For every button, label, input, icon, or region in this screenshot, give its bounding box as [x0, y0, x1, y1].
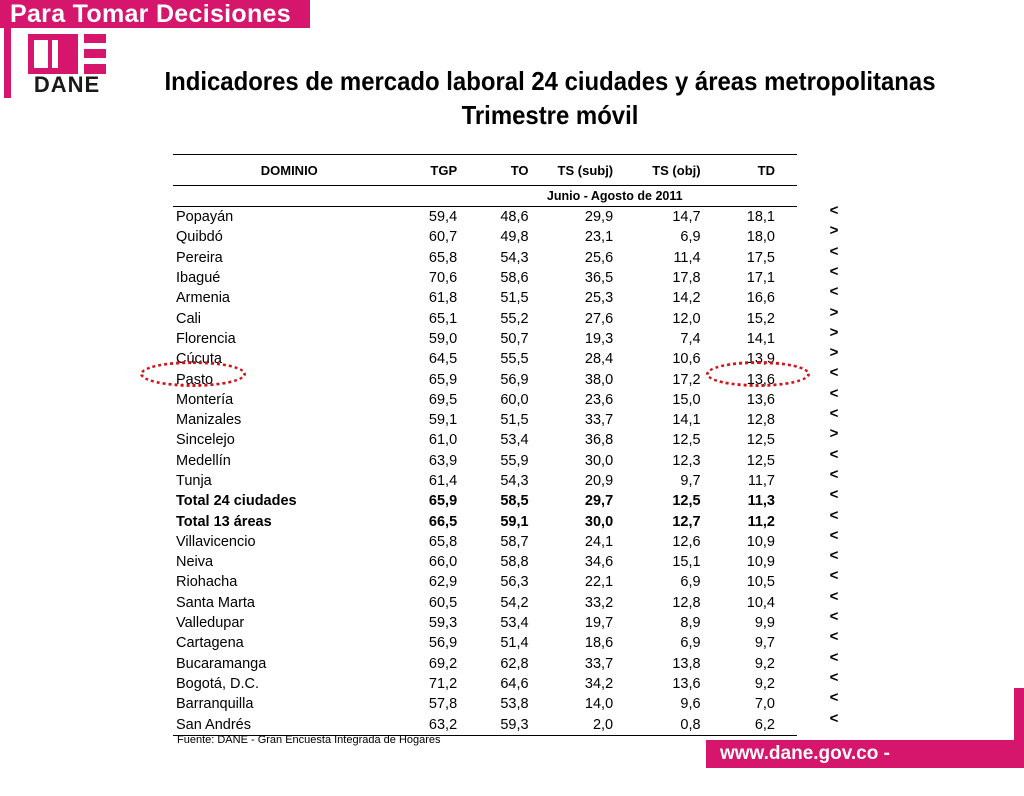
cell-td: 11,7 [747, 473, 775, 489]
cell-to: 54,2 [500, 594, 529, 611]
cell-ts-obj: 11,4 [673, 249, 701, 266]
table-row [173, 248, 797, 268]
table-row [173, 329, 797, 349]
cell-ts-subj: 29,7 [584, 493, 614, 510]
cell-ts-obj: 14,2 [672, 290, 701, 307]
cell-td: 17,1 [746, 270, 775, 287]
cell-tgp: 65,1 [428, 310, 458, 327]
cell-dominio: Barranquilla [176, 696, 254, 713]
comparison-sign: < [829, 384, 839, 402]
comparison-sign: < [829, 202, 839, 219]
cell-to: 51,5 [500, 290, 529, 307]
cell-to: 50,7 [500, 330, 529, 347]
cell-td: 10,4 [746, 594, 775, 611]
cell-td: 11,3 [747, 493, 775, 510]
table-row [173, 430, 797, 450]
table-row [173, 633, 797, 653]
cell-ts-obj: 12,3 [672, 452, 701, 469]
cell-to: 54,3 [500, 249, 529, 266]
cell-to: 55,9 [500, 452, 529, 469]
cell-dominio: Neiva [176, 554, 214, 571]
cell-td: 10,9 [746, 554, 775, 571]
cell-td: 14,1 [746, 330, 775, 347]
col-ts-subj: TS (subj) [529, 155, 614, 186]
comparison-sign: < [829, 648, 839, 666]
cell-td: 18,0 [746, 229, 775, 246]
logo-text: DANE [33, 72, 101, 97]
cell-dominio: Bucaramanga [176, 655, 267, 672]
cell-tgp: 66,0 [428, 554, 458, 571]
cell-ts-subj: 33,7 [584, 412, 614, 429]
cell-tgp: 63,2 [403, 714, 458, 735]
cell-ts-subj: 14,0 [584, 696, 614, 713]
cell-to: 55,2 [500, 310, 529, 327]
cell-ts-subj: 34,6 [584, 554, 614, 571]
col-dominio: DOMINIO [173, 155, 403, 186]
comparison-sign: < [829, 283, 839, 301]
cell-tgp: 60,7 [428, 229, 458, 246]
table-row [173, 674, 797, 694]
cell-ts-subj: 18,6 [584, 635, 614, 652]
comparison-sign: < [829, 689, 839, 707]
cell-td: 6,2 [701, 714, 797, 735]
cell-tgp: 69,5 [428, 391, 458, 408]
cell-dominio: Sincelejo [176, 432, 235, 449]
cell-dominio: Armenia [176, 290, 230, 307]
cell-tgp: 64,5 [428, 351, 458, 368]
comparison-sign: < [829, 405, 839, 422]
cell-tgp: 57,8 [428, 696, 458, 713]
cell-ts-subj: 27,6 [584, 310, 614, 327]
table-row [173, 593, 797, 613]
table-row [173, 410, 797, 430]
cell-to: 62,8 [500, 655, 529, 672]
title-line-1: Indicadores de mercado laboral 24 ciudades y áreas metropolitanas [164, 66, 936, 96]
cell-ts-subj: 33,7 [584, 655, 614, 672]
cell-dominio: Medellín [176, 452, 231, 469]
cell-ts-subj: 30,0 [584, 452, 614, 469]
cell-dominio: Valledupar [176, 615, 245, 632]
source-note: Fuente: DANE - Gran Encuesta Integrada de Hogares [177, 734, 441, 746]
cell-ts-obj: 10,6 [672, 351, 701, 368]
cell-td: 16,6 [746, 290, 775, 307]
cell-ts-obj: 14,7 [672, 209, 701, 226]
period-row [173, 186, 797, 207]
cell-ts-obj: 6,9 [680, 635, 701, 652]
cell-dominio: Santa Marta [176, 594, 255, 611]
cell-tgp: 59,1 [428, 412, 458, 429]
cell-tgp: 61,8 [428, 290, 458, 307]
comparison-sign: < [829, 262, 839, 280]
table-row [173, 552, 797, 572]
comparison-sign: < [829, 587, 839, 605]
cell-td: 17,5 [746, 249, 775, 266]
table-body [173, 207, 797, 736]
cell-ts-subj: 25,3 [584, 290, 614, 307]
cell-td: 9,2 [754, 655, 775, 672]
comparison-sign: < [829, 628, 839, 646]
cell-tgp: 65,8 [428, 249, 458, 266]
cell-ts-subj: 19,7 [584, 615, 614, 632]
cell-tgp: 62,9 [428, 574, 458, 591]
cell-to: 59,1 [500, 513, 529, 530]
cell-to: 60,0 [500, 391, 529, 408]
cell-td: 7,0 [754, 696, 775, 713]
cell-to: 53,8 [500, 696, 529, 713]
cell-dominio: Manizales [176, 412, 242, 429]
comparison-sign: < [829, 668, 839, 686]
cell-ts-obj: 12,6 [672, 533, 701, 550]
cell-to: 58,7 [500, 533, 529, 550]
highlight-oval-td [706, 361, 810, 387]
cell-tgp: 63,9 [428, 452, 458, 469]
cell-dominio: Cartagena [176, 635, 244, 652]
cell-td: 10,9 [746, 533, 775, 550]
cell-ts-obj: 0,8 [613, 714, 700, 735]
cell-to: 58,8 [500, 554, 529, 571]
cell-td: 9,9 [754, 615, 775, 632]
table-row [173, 613, 797, 633]
cell-dominio: Riohacha [176, 574, 238, 591]
table-row [173, 207, 797, 228]
cell-to: 53,4 [500, 432, 529, 449]
cell-tgp: 56,9 [428, 635, 458, 652]
cell-ts-obj: 15,0 [672, 391, 701, 408]
cell-tgp: 65,9 [428, 493, 458, 510]
comparison-sign: > [829, 344, 839, 362]
cell-td: 13,6 [746, 371, 775, 388]
cell-ts-subj: 23,6 [584, 391, 614, 408]
title-line-2: Trimestre móvil [461, 100, 639, 130]
cell-tgp: 59,0 [428, 330, 458, 347]
cell-ts-subj: 2,0 [529, 714, 614, 735]
col-ts-obj: TS (obj) [613, 155, 700, 186]
table-header-row [173, 155, 797, 186]
cell-ts-subj: 19,3 [584, 330, 614, 347]
cell-td: 18,1 [746, 209, 775, 226]
cell-tgp: 60,5 [428, 594, 458, 611]
table-row [173, 572, 797, 592]
cell-dominio: Bogotá, D.C. [176, 675, 260, 692]
cell-ts-obj: 13,8 [672, 655, 701, 672]
comparison-sign: < [829, 506, 839, 524]
col-td: TD [701, 155, 797, 186]
comparison-sign: > [829, 303, 839, 321]
cell-ts-subj: 28,4 [584, 351, 614, 368]
cell-tgp: 61,0 [428, 432, 458, 449]
table-row [173, 308, 797, 328]
cell-tgp: 70,6 [428, 270, 458, 287]
cell-ts-obj: 12,5 [672, 432, 701, 449]
page-title [154, 64, 945, 132]
col-to: TO [457, 155, 528, 186]
cell-ts-obj: 14,1 [672, 412, 701, 429]
comparison-sign: < [829, 547, 839, 565]
cell-ts-subj: 25,6 [584, 249, 614, 266]
cell-dominio: Pasto [176, 371, 214, 388]
cell-ts-obj: 7,4 [680, 330, 701, 347]
cell-tgp: 69,2 [428, 655, 458, 672]
cell-tgp: 66,5 [428, 513, 458, 530]
table-row [173, 511, 797, 531]
cell-ts-subj: 36,5 [584, 270, 614, 287]
cell-dominio: Cali [176, 310, 201, 327]
comparison-sign: < [829, 608, 839, 625]
cell-to: 64,6 [500, 675, 529, 692]
cell-dominio: Villavicencio [176, 533, 256, 550]
table-row [173, 268, 797, 288]
comparison-sign: < [829, 709, 839, 727]
comparison-sign: < [829, 242, 839, 260]
cell-to: 56,9 [500, 371, 529, 388]
cell-td: 12,8 [746, 412, 775, 429]
table-row [173, 288, 797, 308]
cell-td: 13,6 [746, 391, 775, 408]
cell-td: 12,5 [746, 452, 775, 469]
cell-dominio: Montería [176, 391, 234, 408]
comparison-sign: < [829, 364, 839, 382]
cell-ts-obj: 12,0 [672, 310, 701, 327]
cell-dominio: Total 24 ciudades [176, 493, 297, 510]
col-tgp: TGP [403, 155, 458, 186]
comparison-sign: < [829, 567, 839, 585]
table-row [173, 491, 797, 511]
table-row [173, 390, 797, 410]
cell-to: 55,5 [500, 351, 529, 368]
comparison-sign: < [829, 526, 839, 544]
cell-to: 51,5 [500, 412, 529, 429]
brand-bar-left [4, 28, 11, 98]
cell-to: 49,8 [500, 229, 529, 246]
cell-dominio: Tunja [176, 473, 212, 489]
period-label: Junio - Agosto de 2011 [403, 186, 701, 207]
cell-td: 9,7 [754, 635, 775, 652]
cell-dominio: Popayán [176, 209, 234, 226]
table-row [173, 714, 797, 735]
cell-dominio: Florencia [176, 330, 236, 347]
comparison-sign: < [829, 465, 839, 483]
table-row [173, 227, 797, 247]
cell-tgp: 65,8 [428, 533, 458, 550]
table-row [173, 694, 797, 714]
cell-dominio: Cúcuta [176, 351, 222, 368]
cell-ts-obj: 17,8 [672, 270, 701, 287]
cell-ts-obj: 17,2 [672, 371, 701, 388]
cell-td: 12,5 [746, 432, 775, 449]
banner: Para Tomar Decisiones [0, 0, 310, 28]
comparison-sign: > [829, 425, 839, 443]
cell-ts-obj: 15,1 [672, 554, 701, 571]
cell-to: 53,4 [500, 615, 529, 632]
cell-ts-subj: 34,2 [584, 675, 614, 692]
cell-ts-obj: 9,7 [680, 473, 701, 489]
comparison-sign: > [829, 323, 839, 341]
table-row [173, 349, 797, 369]
cell-ts-obj: 12,7 [672, 513, 701, 530]
cell-to: 58,5 [500, 493, 529, 510]
comparison-sign: > [829, 222, 839, 240]
cell-td: 9,2 [754, 675, 775, 692]
comparison-sign: < [829, 486, 839, 504]
cell-to: 54,3 [500, 473, 529, 489]
labor-indicators-table [173, 154, 797, 736]
cell-td: 15,2 [746, 310, 775, 327]
table-row [173, 532, 797, 552]
cell-ts-obj: 8,9 [680, 615, 701, 632]
cell-dominio: Ibagué [176, 270, 221, 287]
cell-tgp: 61,4 [428, 473, 458, 489]
cell-ts-subj: 20,9 [584, 473, 614, 489]
cell-td: 13,9 [746, 351, 775, 368]
cell-ts-obj: 12,5 [672, 493, 701, 510]
cell-ts-obj: 12,8 [672, 594, 701, 611]
cell-dominio: Total 13 áreas [176, 513, 272, 530]
cell-dominio: Pereira [176, 249, 223, 266]
cell-tgp: 71,2 [428, 675, 458, 692]
cell-to: 56,3 [500, 574, 529, 591]
table-row [173, 471, 797, 491]
cell-ts-subj: 22,1 [584, 574, 614, 591]
cell-dominio: San Andrés [173, 714, 403, 735]
cell-ts-subj: 29,9 [584, 209, 614, 226]
highlight-oval-city [140, 361, 246, 387]
cell-ts-obj: 6,9 [680, 229, 701, 246]
table-row [173, 451, 797, 471]
cell-ts-subj: 36,8 [584, 432, 614, 449]
cell-to: 48,6 [500, 209, 529, 226]
cell-ts-subj: 24,1 [584, 533, 614, 550]
cell-tgp: 65,9 [428, 371, 458, 388]
cell-to: 51,4 [500, 635, 529, 652]
cell-tgp: 59,3 [428, 615, 458, 632]
comparison-sign: < [829, 445, 839, 463]
cell-ts-subj: 30,0 [584, 513, 614, 530]
cell-to: 58,6 [500, 270, 529, 287]
cell-to: 59,3 [457, 714, 528, 735]
cell-ts-obj: 13,6 [672, 675, 701, 692]
cell-ts-subj: 33,2 [584, 594, 614, 611]
table-row [173, 654, 797, 674]
cell-td: 11,2 [747, 513, 775, 530]
cell-ts-obj: 6,9 [680, 574, 701, 591]
footer-contact: www.dane.gov.co - dane@dane.gov.co [706, 740, 1024, 768]
brand-bar-right [1014, 688, 1024, 740]
cell-ts-subj: 38,0 [584, 371, 614, 388]
cell-td: 10,5 [746, 574, 775, 591]
cell-ts-obj: 9,6 [680, 696, 701, 713]
cell-tgp: 59,4 [428, 209, 458, 226]
cell-ts-subj: 23,1 [584, 229, 614, 246]
table-row [173, 369, 797, 389]
cell-dominio: Quibdó [176, 229, 223, 246]
